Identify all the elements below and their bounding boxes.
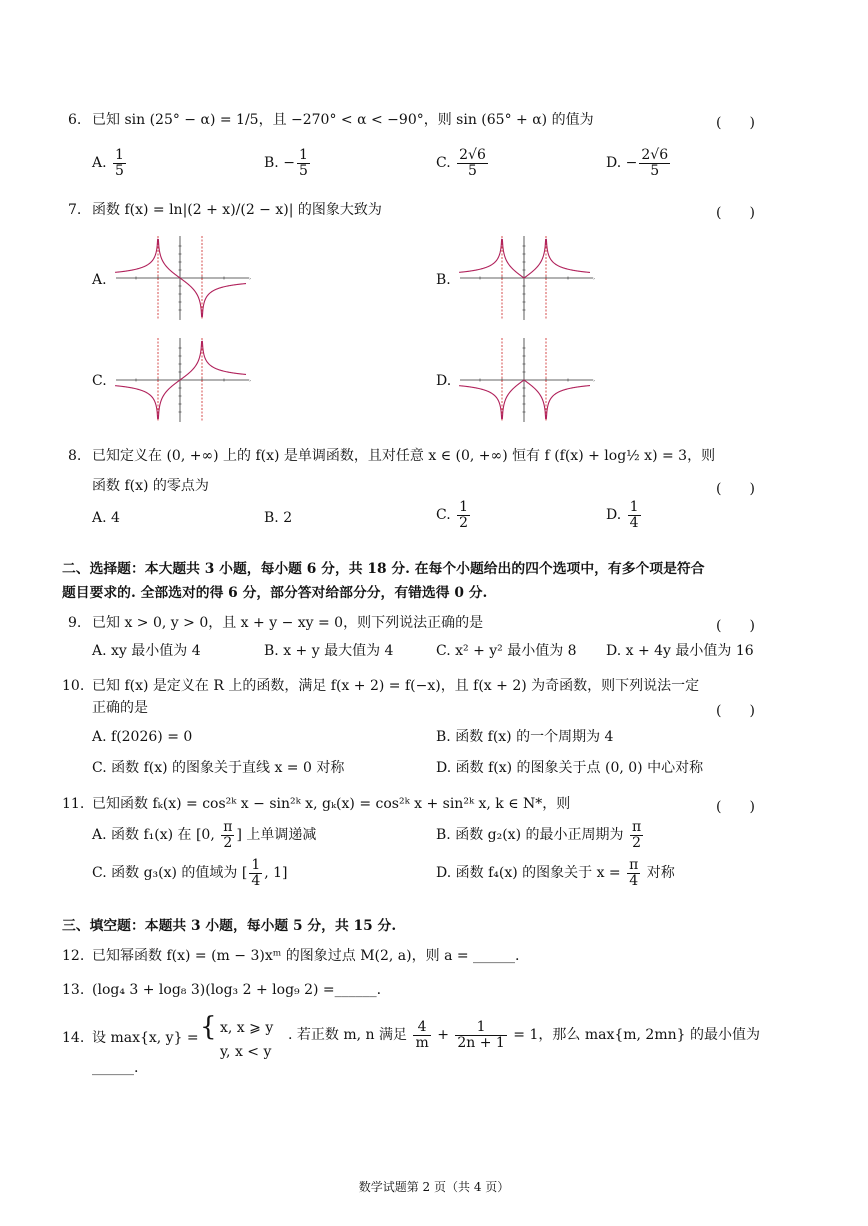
q9-answer-paren: ( ) [716, 618, 755, 634]
q14-fraction-1: $\frac{4}{m}$ [415, 1019, 429, 1051]
q10-option-d: D. 函数 f(x) 的图象关于点 (0, 0) 中心对称 [436, 760, 704, 776]
q8-option-c: C. $\frac{1}{2}$ [436, 499, 469, 531]
q11-option-a: A. 函数 f₁(x) 在 [0, $\frac{\pi}{2}$ ] 上单调递减 [92, 819, 317, 851]
q7-graph-b [458, 234, 596, 322]
q7-graph-c-curve [202, 341, 246, 375]
q6-option-a-fraction: $\frac{1}{5}$ [115, 147, 124, 179]
q11-option-a-fraction: $\frac{\pi}{2}$ [223, 819, 233, 851]
q9-option-a: A. xy 最小值为 4 [92, 643, 201, 659]
q7-graph-c [114, 336, 252, 424]
q8-stem-line2: 函数 f(x) 的零点为 [92, 478, 209, 494]
q11-stem: 已知函数 fₖ(x) = cos²ᵏ x − sin²ᵏ x, gₖ(x) = cos²ᵏ x + sin²ᵏ x, k ∈ N*，则 [92, 796, 571, 812]
q6-stem: 已知 sin (25° − α) = 1/5，且 −270° < α < −90°，则 sin (65° + α) 的值为 [92, 112, 594, 128]
q10-option-c: C. 函数 f(x) 的图象关于直线 x = 0 对称 [92, 760, 345, 776]
q6-option-a: A. $\frac{1}{5}$ [92, 147, 124, 179]
q14-answer-blank: ______. [92, 1060, 139, 1076]
q7-graph-b-label: B. [436, 272, 451, 288]
q7-graph-a-curve [115, 239, 158, 273]
q7-graph-a [114, 234, 252, 322]
q8-option-c-fraction: $\frac{1}{2}$ [459, 499, 469, 531]
q7-graph-a-x-arrow: › [249, 276, 251, 282]
q9-option-b: B. x + y 最大值为 4 [264, 643, 394, 659]
page-footer: 数学试题第 2 页（共 4 页） [358, 1180, 510, 1194]
q14-fraction-2: $\frac{1}{2n + 1}$ [457, 1019, 505, 1051]
q9-number: 9. [68, 615, 82, 631]
q11-option-b: B. 函数 g₂(x) 的最小正周期为 $\frac{\pi}{2}$ [436, 819, 642, 851]
q10-option-a: A. f(2026) = 0 [92, 729, 193, 745]
q14-case2: y, x < y [220, 1044, 272, 1060]
q6-option-d-fraction: $\frac{2√6}{5}$ [641, 147, 669, 179]
q7-graph-b-curve [459, 239, 502, 273]
q9-stem: 已知 x > 0, y > 0，且 x + y − xy = 0，则下列说法正确的是 [92, 615, 484, 631]
q9-option-c: C. x² + y² 最小值为 8 [436, 643, 577, 659]
q7-graph-d-curve [459, 386, 502, 420]
q11-option-d-fraction: $\frac{\pi}{4}$ [629, 857, 639, 889]
q14-condition: . 若正数 m, n 满足 $\frac{4}{m}$ + $\frac{1}{2n + 1}$ = 1，那么 max{m, 2mn} 的最小值为 [288, 1019, 760, 1051]
q7-graph-d-x-arrow: › [593, 378, 595, 384]
q12-stem: 已知幂函数 f(x) = (m − 3)xᵐ 的图象过点 M(2, a)，则 a = ______. [92, 948, 520, 964]
q6-option-c: C. $\frac{2√6}{5}$ [436, 147, 486, 179]
q10-stem-line2: 正确的是 [92, 700, 148, 716]
q10-stem-line1: 已知 f(x) 是定义在 R 上的函数，满足 f(x + 2) = f(−x)，且 f(x + 2) 为奇函数，则下列说法一定 [92, 678, 700, 694]
q7-graph-d-label: D. [436, 373, 452, 389]
q14-max-def: 设 max{x, y} = [92, 1030, 199, 1046]
q11-answer-paren: ( ) [716, 799, 755, 815]
q7-graph-c-x-arrow: › [249, 378, 251, 384]
q8-option-a: A. 4 [92, 510, 120, 526]
q14-brace: { [200, 1012, 217, 1042]
q14-case1: x, x ⩾ y [220, 1020, 274, 1036]
q7-graph-a-label: A. [92, 272, 107, 288]
q14-number: 14. [62, 1030, 85, 1046]
q7-graph-c-label: C. [92, 373, 107, 389]
q7-graph-a-curve [202, 284, 246, 318]
q8-option-d: D. $\frac{1}{4}$ [606, 499, 639, 531]
section2-heading-line2: 题目要求的. 全部选对的得 6 分，部分答对给部分分，有错选得 0 分. [62, 585, 488, 601]
q9-option-d: D. x + 4y 最小值为 16 [606, 643, 754, 659]
q8-number: 8. [68, 448, 82, 464]
q6-option-b: B. − $\frac{1}{5}$ [264, 147, 308, 179]
q6-answer-paren: ( ) [716, 115, 755, 131]
q11-option-c-fraction: $\frac{1}{4}$ [251, 857, 261, 889]
q7-stem: 函数 f(x) = ln|(2 + x)/(2 − x)| 的图象大致为 [92, 202, 382, 218]
section2-heading-line1: 二、选择题：本大题共 3 小题，每小题 6 分，共 18 分. 在每个小题给出的四个选项中，有多个项是符合 [62, 561, 705, 577]
q11-option-b-fraction: $\frac{\pi}{2}$ [631, 819, 642, 851]
q6-option-b-fraction: $\frac{1}{5}$ [298, 147, 308, 179]
q11-option-c: C. 函数 g₃(x) 的值域为 [ $\frac{1}{4}$ , 1] [92, 857, 288, 889]
q7-graph-d-curve [546, 386, 590, 420]
q7-number: 7. [68, 202, 82, 218]
q8-answer-paren: ( ) [716, 481, 755, 497]
section3-heading: 三、填空题：本题共 3 小题，每小题 5 分，共 15 分. [62, 918, 397, 934]
q8-option-d-fraction: $\frac{1}{4}$ [629, 499, 639, 531]
q10-number: 10. [62, 678, 85, 694]
q7-graph-b-curve [546, 239, 590, 273]
q7-graph-d [458, 336, 596, 424]
q8-option-b: B. 2 [264, 510, 293, 526]
q7-graph-c-curve [115, 386, 158, 420]
q6-option-c-fraction: $\frac{2√6}{5}$ [459, 147, 486, 179]
q13-number: 13. [62, 982, 85, 998]
q10-answer-paren: ( ) [716, 703, 755, 719]
q11-number: 11. [62, 796, 85, 812]
q6-option-d: D. − $\frac{2√6}{5}$ [606, 147, 669, 179]
q8-stem-line1: 已知定义在 (0, +∞) 上的 f(x) 是单调函数，且对任意 x ∈ (0, +∞) 恒有 f (f(x) + log½ x) = 3，则 [92, 448, 716, 464]
q12-number: 12. [62, 948, 85, 964]
q10-option-b: B. 函数 f(x) 的一个周期为 4 [436, 729, 614, 745]
q13-stem: (log₄ 3 + log₈ 3)(log₃ 2 + log₉ 2) =______. [92, 982, 382, 998]
q11-option-d: D. 函数 f₄(x) 的图象关于 x = $\frac{\pi}{4}$ 对称 [436, 857, 675, 889]
q7-answer-paren: ( ) [716, 205, 755, 221]
q7-graph-b-x-arrow: › [593, 276, 595, 282]
q6-number: 6. [68, 112, 82, 128]
